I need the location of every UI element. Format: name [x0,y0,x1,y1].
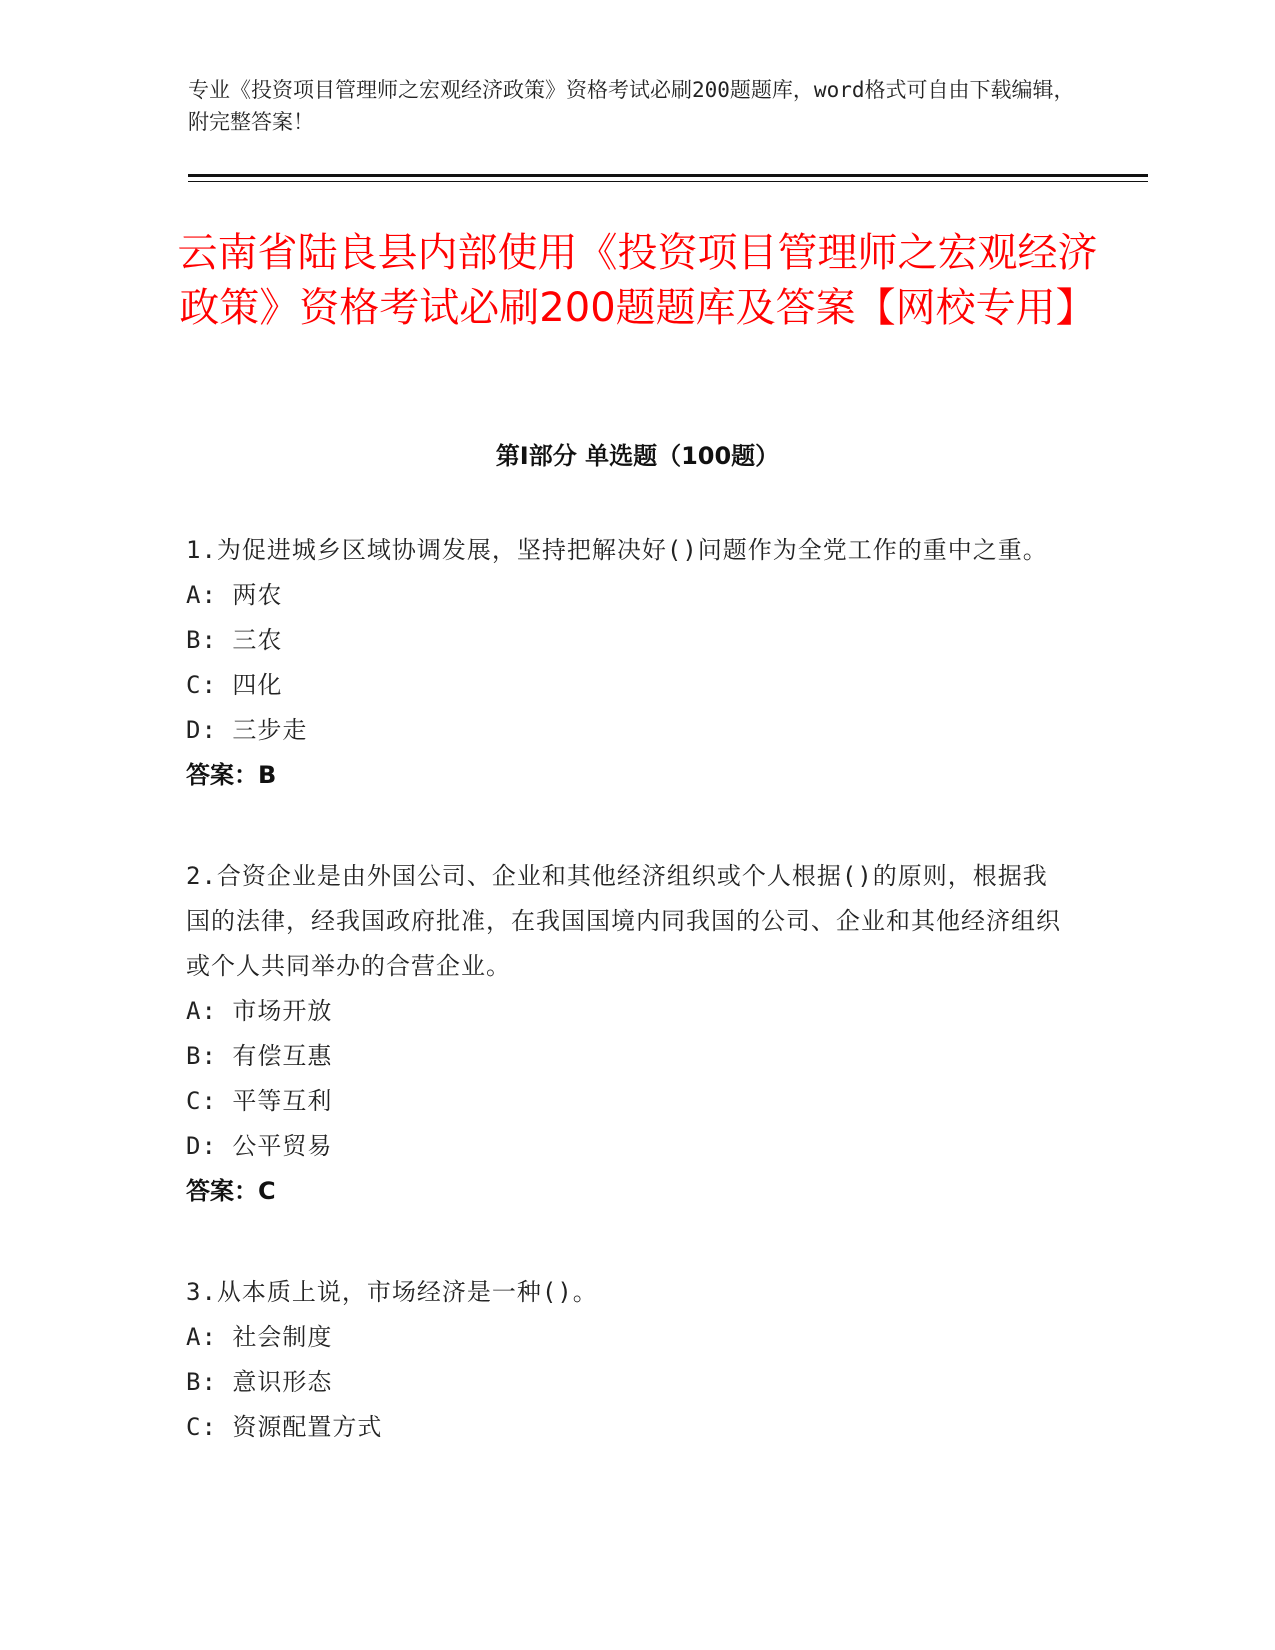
answer-line: 答案：B [186,761,277,789]
question-1 [186,528,1066,798]
option-c: C: 四化 [186,671,283,699]
header-note: 专业《投资项目管理师之宏观经济政策》资格考试必刷200题题库，word格式可自由下载编辑，附完整答案！ [188,78,1075,134]
option-a: A: 两农 [186,581,283,609]
question-2 [186,854,1066,1214]
question-stem: 2.合资企业是由外国公司、企业和其他经济组织或个人根据()的原则，根据我国的法律，经我国政府批准，在我国国境内同我国的公司、企业和其他经济组织或个人共同举办的合营企业。 [186,862,1061,980]
document-title: 云南省陆良县内部使用《投资项目管理师之宏观经济政策》资格考试必刷200题题库及答案【网校专用】 [177,230,1098,331]
option-a: A: 市场开放 [186,997,333,1025]
question-stem: 3.从本质上说，市场经济是一种()。 [186,1278,598,1306]
header-divider-thick [188,174,1148,177]
option-d: D: 三步走 [186,716,308,744]
question-3 [186,1270,1066,1450]
option-c: C: 资源配置方式 [186,1413,383,1441]
header-divider-thin [188,181,1148,182]
option-a: A: 社会制度 [186,1323,333,1351]
question-list [186,528,1066,1506]
option-b: B: 有偿互惠 [186,1042,333,1070]
section-title: 第I部分 单选题（100题） [495,442,780,470]
option-b: B: 三农 [186,626,283,654]
question-stem: 1.为促进城乡区域协调发展，坚持把解决好()问题作为全党工作的重中之重。 [186,536,1048,564]
option-d: D: 公平贸易 [186,1132,333,1160]
answer-line: 答案：C [186,1177,276,1205]
option-b: B: 意识形态 [186,1368,333,1396]
option-c: C: 平等互利 [186,1087,333,1115]
